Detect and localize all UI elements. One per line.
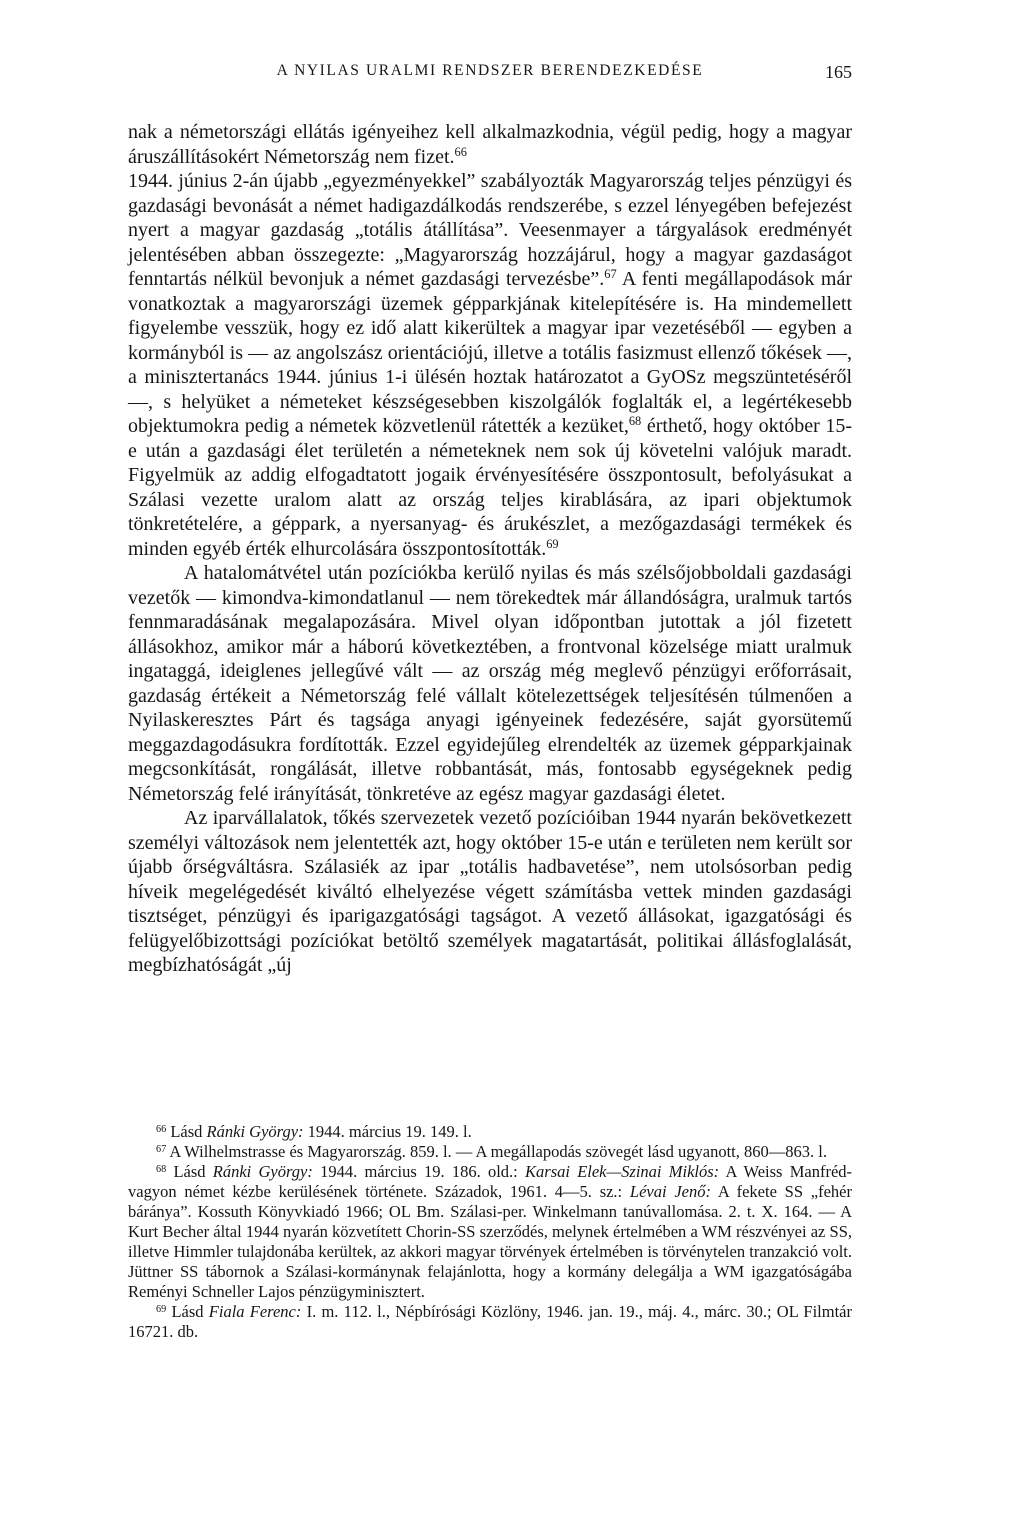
body-text [128,120,852,978]
footnote-69-number: 69 [156,1303,167,1315]
paragraph-4: Az iparvállalatok, tőkés szervezetek vezető pozícióiban 1944 nyarán bekövetkezett személyi változások nem jelentették azt, hogy október 15-e után e területen nem került sor újabb őrségváltásra. Szálasiék az ipar „totális hadbavetése”, nem utolsósorban pedig híveik megelégedését kiváltó elhelyezése végett számításba vettek minden gazdasági tisztséget, pénzügyi és iparigazgatósági tagságot. A vezető állásokat, igazgatósági és felügyelőbizottsági pozíciókat betöltő személyek magatartását, politikai állásfoglalását, megbízhatóságát „új [128,807,852,976]
footnote-66-text-a: Lásd [166,1122,207,1141]
footnote-66-number: 66 [156,1123,167,1135]
footnote-69-text-a: Lásd [166,1302,209,1321]
footnote-ref-69: 69 [546,536,559,551]
paragraph-2 [128,169,852,561]
footnote-67-text: A Wilhelmstrasse és Magyarország. 859. l. — A megállapodás szövegét lásd ugyanott, 860—863. l. [166,1142,827,1161]
footnote-68-author-3: Lévai Jenő: [629,1182,711,1201]
footnote-68-author-2: Karsai Elek—Szinai Miklós: [525,1162,720,1181]
footnote-ref-68: 68 [628,414,642,429]
footnote-68 [128,1162,852,1302]
running-head: A NYILAS URALMI RENDSZER BERENDEZKEDÉSE [276,62,704,79]
footnote-ref-66: 66 [454,144,467,159]
paragraph-2-text-b: A fenti megállapodások már vonatkoztak a magyarországi üzemek gépparkjának kitelepítésére is. Ha mindemellett figyelembe vesszük, hogy ez idő alatt kikerültek a magyar ipar vezetéséből — egyben a kormányból is — az angolszász orientációjú, illetve a totális fasizmust ellenző tőkések —, a minisztertanács 1944. június 1-i ülésén hoztak határozatot a GyOSz megszüntetéséről —, s helyüket a németeket készségesebben kiszolgálók foglalták el, a legértékesebb objektumokra pedig a németek közvetlenül rátették a kezüket, [128,268,852,437]
footnote-ref-67: 67 [604,267,617,282]
footnote-69-text-b: I. m. 112. l., Népbírósági Közlöny, 1946. jan. 19., máj. 4., márc. 30.; OL Filmtár 16721. db. [128,1302,852,1341]
footnotes [128,1122,852,1342]
footnote-69-author: Fiala Ferenc: [208,1302,302,1321]
footnote-66 [128,1122,852,1142]
footnote-68-text-b: 1944. március 19. 186. old.: [312,1162,526,1181]
paragraph-1-text: nak a németországi ellátás igényeihez kell alkalmazkodnia, végül pedig, hogy a magyar áruszállításokért Németország nem fizet. [128,121,852,168]
footnote-68-author-1: Ránki György: [212,1162,313,1181]
paragraph-2-text-c: érthető, hogy október 15-e után a gazdasági élet területén a németeknek nem sok új követelni valójuk maradt. Figyelmük az addig elfogadtatott jogaik érvényesítésére összpontosult, befolyásukat a Szálasi vezette uralom alatt az ország teljes kirablására, az ipari objektumok tönkretételére, a géppark, a nyersanyag- és árukészlet, a mezőgazdasági termékek és minden egyéb érték elhurcolására összpontosították. [128,415,853,560]
footnote-68-number: 68 [156,1163,167,1175]
footnote-68-text-c: A Weiss Manfréd-vagyon német kézbe kerülésének története. Századok, 1961. 4—5. sz.: [128,1162,853,1201]
paragraph-1 [128,120,852,169]
paragraph-3: A hatalomátvétel után pozíciókba kerülő nyilas és más szélsőjobboldali gazdasági vezetők — kimondva-kimondatlanul — nem törekedtek már állandóságra, uralmuk tartós fennmaradásának megalapozására. Mivel olyan időpontban jutottak a jól fizetett állásokhoz, amikor már a háború következtében, a frontvonal közelsége miatt uralmuk ingataggá, ideiglenes jellegűvé vált — az ország még meglevő pénzügyi erőforrásait, gazdaság értékeit a Németország felé vállalt kötelezettségek teljesítésén túlmenően a Nyilaskeresztes Párt és tagsága anyagi igényeinek fedezésére, saját gyorsütemű meggazdagodásukra fordították. Ezzel egyidejűleg elrendelték az üzemek gépparkjainak megcsonkítását, rongálását, illetve robbantását, más, fontosabb egységeknek pedig Németország felé irányítását, tönkretéve az egész magyar gazdasági életet. [128,562,852,805]
footnote-69 [128,1302,852,1342]
footnote-67 [128,1142,852,1162]
paragraph-2-text-a: 1944. június 2-án újabb „egyezményekkel” szabályozták Magyarország teljes pénzügyi és gazdasági bevonását a német hadigazdálkodás rendszerébe, s ezzel lényegében befejezést nyert a magyar gazdaság „totális átállítása”. Veesenmayer a tárgyalások eredményét jelentésében abban összegezte: „Magyarország hozzájárul, hogy a magyar gazdaságot fenntartás nélkül bevonjuk a német gazdasági tervezésbe”. [128,170,852,290]
footnote-66-text-b: 1944. március 19. 149. l. [303,1122,472,1141]
footnote-68-text-a: Lásd [166,1162,213,1181]
page-header [128,62,852,86]
page-number: 165 [825,62,852,82]
footnote-66-author: Ránki György: [206,1122,304,1141]
footnote-68-text-d: A fekete SS „fehér báránya”. Kossuth Könyvkiadó 1966; OL Bm. Szálasi-per. Winkelmann tanúvallomása. 2. t. X. 164. — A Kurt Becher által 1944 nyarán közvetített Chorin-SS szerződés, melynek értelmében a WM részvényei az SS, illetve Himmler tulajdonába kerültek, az akkori magyar törvények értelmében is törvénytelen tranzakció volt. Jüttner SS tábornok a Szálasi-kormánynak felajánlotta, hogy a kormány delegálja a WM igazgatóságába Reményi Schneller Lajos pénzügyminisztert. [128,1182,852,1301]
footnote-67-number: 67 [156,1143,167,1155]
